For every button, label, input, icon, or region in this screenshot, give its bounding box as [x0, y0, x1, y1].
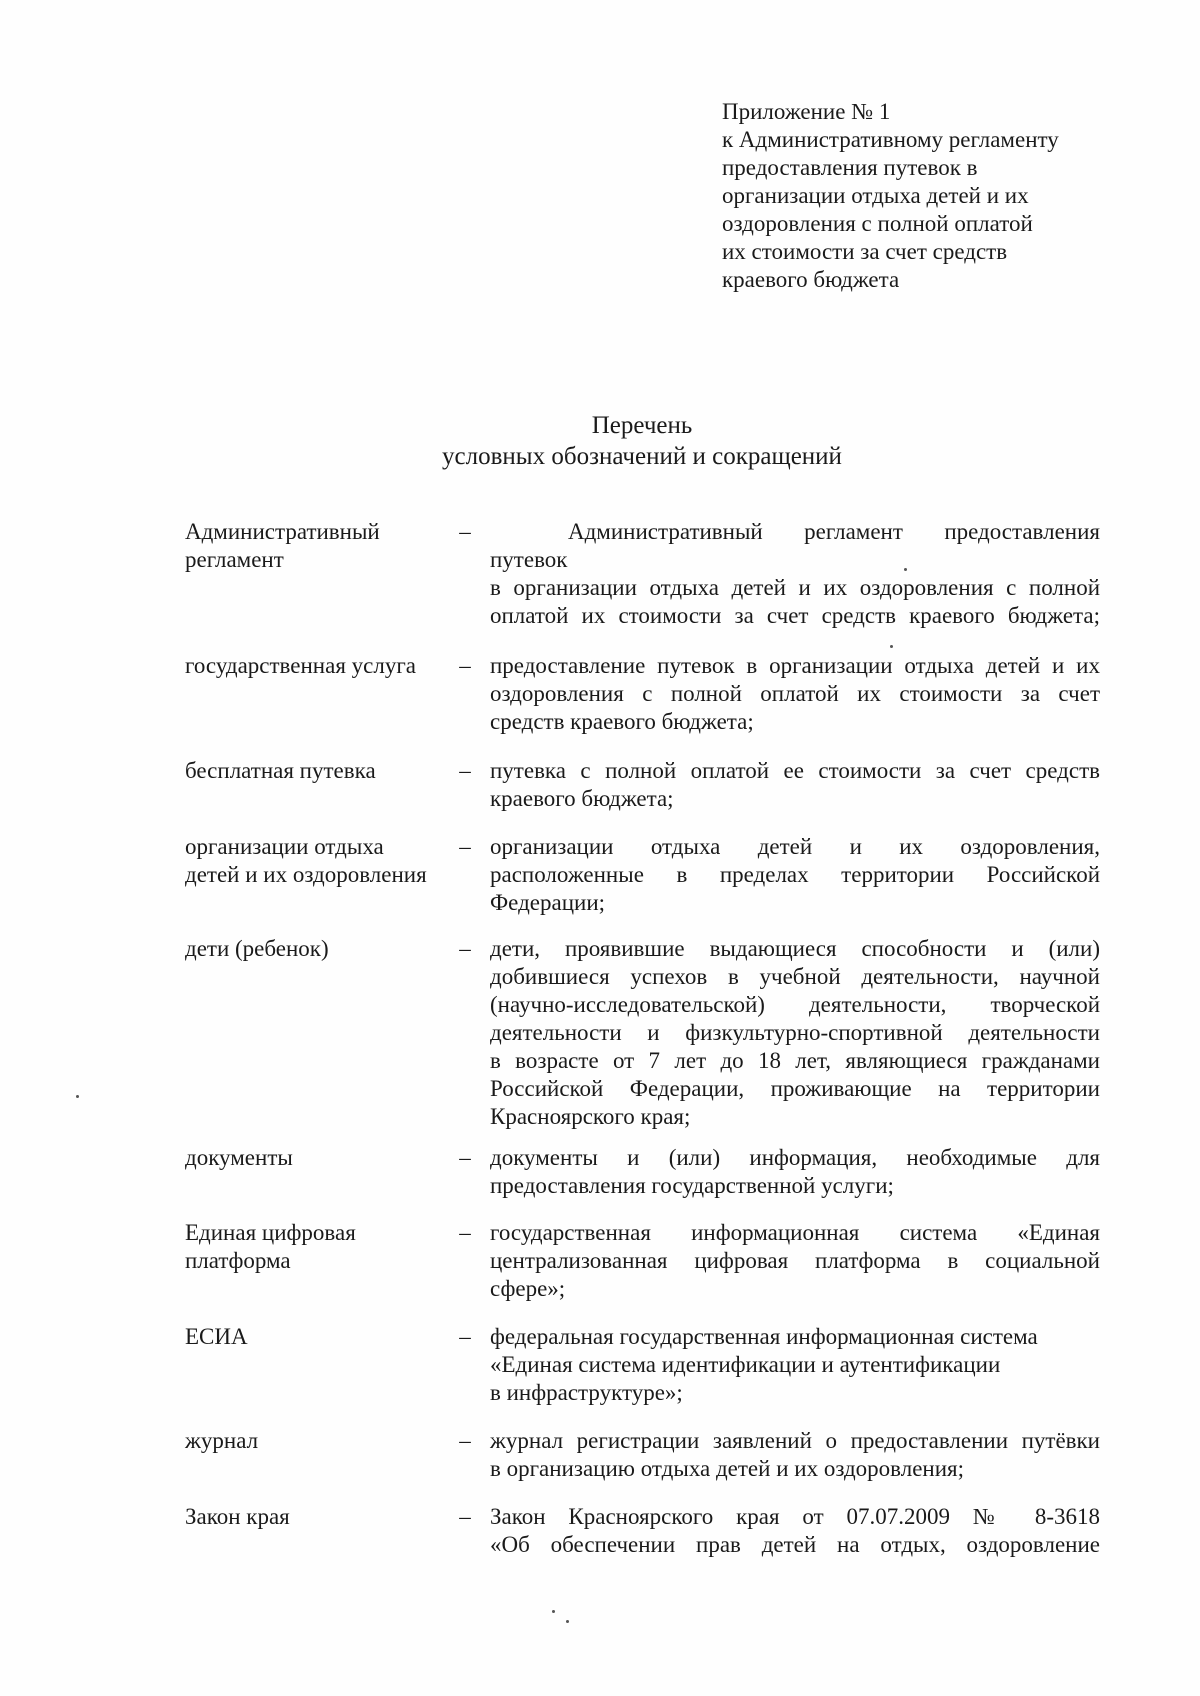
- definition-line: сфере»;: [490, 1276, 566, 1301]
- entry-dash: –: [459, 936, 471, 961]
- entry-definition: [490, 1219, 1100, 1303]
- definition-line: федеральная государственная информационная система: [490, 1324, 1038, 1349]
- term-line: Закон края: [185, 1504, 290, 1529]
- scan-speck: [76, 1095, 79, 1098]
- term-line: платформа: [185, 1248, 291, 1273]
- term-line: организации отдыха: [185, 834, 384, 859]
- entry-dash: –: [459, 653, 471, 678]
- term-line: дети (ребенок): [185, 936, 329, 961]
- entry-term: [185, 1144, 455, 1172]
- definition-line: расположенные в пределах территории Российской: [490, 862, 1100, 887]
- definition-line: оплатой их стоимости за счет средств краевого бюджета;: [490, 603, 1100, 628]
- term-line: бесплатная путевка: [185, 758, 376, 783]
- appendix-header: [722, 98, 1162, 294]
- title-line-2: условных обозначений и сокращений: [442, 443, 842, 470]
- definition-line: в инфраструктуре»;: [490, 1380, 683, 1405]
- definition-line: документы и (или) информация, необходимые для: [490, 1145, 1100, 1170]
- scan-speck: [566, 1620, 569, 1623]
- entry-term: [185, 1503, 455, 1531]
- entry-term: [185, 652, 455, 680]
- entry-definition: [490, 652, 1100, 736]
- term-line: детей и их оздоровления: [185, 862, 427, 887]
- entry-term: [185, 935, 455, 963]
- definition-line: добившиеся успехов в учебной деятельности, научной: [490, 964, 1100, 989]
- definition-line: путевка с полной оплатой ее стоимости за счет средств: [490, 758, 1100, 783]
- definition-line: Закон Красноярского края от 07.07.2009 № 8-3618: [490, 1504, 1100, 1529]
- definition-line: в организации отдыха детей и их оздоровления с полной: [490, 575, 1100, 600]
- definition-line: Российской Федерации, проживающие на территории: [490, 1076, 1100, 1101]
- appendix-line: краевого бюджета: [722, 267, 900, 292]
- entry-term: [185, 833, 455, 889]
- appendix-line: Приложение № 1: [722, 99, 891, 124]
- definition-line: предоставление путевок в организации отдыха детей и их: [490, 653, 1100, 678]
- entry-dash: –: [459, 1324, 471, 1349]
- definition-line: «Об обеспечении прав детей на отдых, оздоровление: [490, 1532, 1100, 1557]
- entry-definition: [490, 1503, 1100, 1559]
- entry-term: [185, 1427, 455, 1455]
- entry-dash: –: [459, 834, 471, 859]
- scan-speck: [904, 568, 907, 571]
- entry-dash: –: [459, 1145, 471, 1170]
- definition-line: в организацию отдыха детей и их оздоровления;: [490, 1456, 965, 1481]
- title-line-1: Перечень: [591, 412, 693, 439]
- definition-line: средств краевого бюджета;: [490, 709, 754, 734]
- definition-line: журнал регистрации заявлений о предоставлении путёвки: [490, 1428, 1100, 1453]
- entry-definition: [490, 518, 1100, 630]
- appendix-line: организации отдыха детей и их: [722, 183, 1029, 208]
- definition-line: Административный регламент предоставления: [568, 519, 1100, 544]
- scan-speck: [890, 645, 893, 648]
- term-line: Административный: [185, 519, 380, 544]
- definition-line: деятельности и физкультурно-спортивной деятельности: [490, 1020, 1100, 1045]
- entry-term: [185, 518, 455, 574]
- appendix-line: оздоровления с полной оплатой: [722, 211, 1033, 236]
- entry-dash: –: [459, 1220, 471, 1245]
- definition-line: в возрасте от 7 лет до 18 лет, являющиеся гражданами: [490, 1048, 1100, 1073]
- definition-line: предоставления государственной услуги;: [490, 1173, 894, 1198]
- entry-dash: –: [459, 1428, 471, 1453]
- entry-definition: [490, 1427, 1100, 1483]
- entry-term: [185, 1323, 455, 1351]
- definition-line: оздоровления с полной оплатой их стоимости за счет: [490, 681, 1100, 706]
- entry-definition: [490, 1323, 1100, 1407]
- entry-dash: –: [459, 758, 471, 783]
- definition-line: Федерации;: [490, 890, 606, 915]
- term-line: государственная услуга: [185, 653, 416, 678]
- term-line: регламент: [185, 547, 284, 572]
- appendix-line: их стоимости за счет средств: [722, 239, 1008, 264]
- definition-line: «Единая система идентификации и аутентификации: [490, 1352, 1001, 1377]
- term-line: ЕСИА: [185, 1324, 248, 1349]
- entry-term: [185, 757, 455, 785]
- definition-line: путевок: [490, 547, 568, 572]
- entry-term: [185, 1219, 455, 1275]
- entry-definition: [490, 935, 1100, 1131]
- definition-line: государственная информационная система «Единая: [490, 1220, 1100, 1245]
- definition-line: дети, проявившие выдающиеся способности и (или): [490, 936, 1100, 961]
- entry-definition: [490, 1144, 1100, 1200]
- definition-line: организации отдыха детей и их оздоровления,: [490, 834, 1100, 859]
- scan-speck: [552, 1610, 555, 1613]
- document-title: [0, 410, 1200, 472]
- definition-line: (научно-исследовательской) деятельности, творческой: [490, 992, 1100, 1017]
- entry-definition: [490, 833, 1100, 917]
- entry-dash: –: [459, 1504, 471, 1529]
- definition-line: Красноярского края;: [490, 1104, 691, 1129]
- term-line: журнал: [185, 1428, 259, 1453]
- term-line: документы: [185, 1145, 293, 1170]
- appendix-line: к Административному регламенту: [722, 127, 1059, 152]
- term-line: Единая цифровая: [185, 1220, 356, 1245]
- appendix-line: предоставления путевок в: [722, 155, 978, 180]
- definition-line: централизованная цифровая платформа в социальной: [490, 1248, 1100, 1273]
- definition-line: краевого бюджета;: [490, 786, 674, 811]
- entry-dash: –: [459, 519, 471, 544]
- entry-definition: [490, 757, 1100, 813]
